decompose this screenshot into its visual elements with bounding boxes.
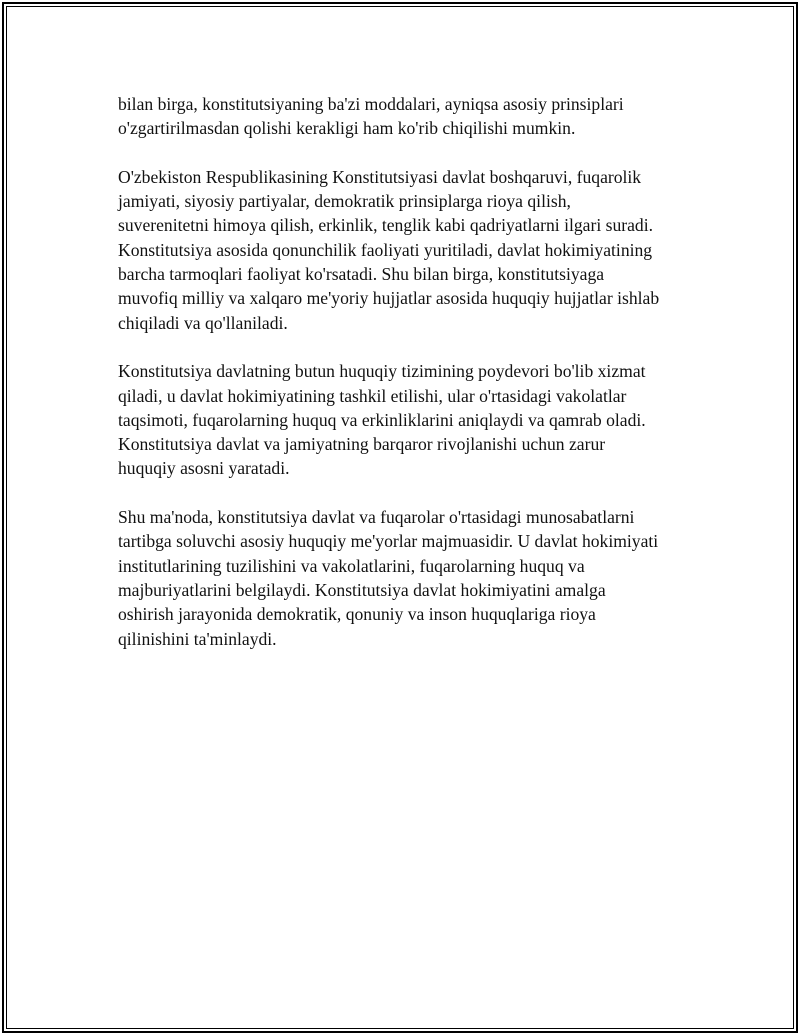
paragraph-2: O'zbekiston Respublikasining Konstitutsiyasi davlat boshqaruvi, fuqarolik jamiyati, siyosiy partiyalar, demokratik prinsiplarga rioya qilish, suverenitetni himoya qilish, erkinlik, tenglik kabi qadriyatlarni ilgari suradi. Konstitutsiya asosida qonunchilik faoliyati yuritiladi, davlat hokimiyatining barcha tarmoqlari faoliyat ko'rsatadi. Shu bilan birga, konstitutsiyaga muvofiq milliy va xalqaro me'yoriy hujjatlar asosida huquqiy hujjatlar ishlab chiqiladi va qo'llaniladi. — [118, 166, 660, 333]
paragraph-3: Konstitutsiya davlatning butun huquqiy tizimining poydevori bo'lib xizmat qiladi, u davlat hokimiyatining tashkil etilishi, ular o'rtasidagi vakolatlar taqsimoti, fuqarolarning huquq va erkinliklarini aniqlaydi va qamrab oladi. Konstitutsiya davlat va jamiyatning barqaror rivojlanishi uchun zarur huquqiy asosni yaratadi. — [118, 361, 646, 479]
document-body — [118, 92, 698, 675]
paragraph-4: Shu ma'noda, konstitutsiya davlat va fuqarolar o'rtasidagi munosabatlarni tartibga soluvchi asosiy huquqiy me'yorlar majmuasidir. U davlat hokimiyati institutlarining tuzilishini va vakolatlarini, fuqarolarning huquq va majburiyatlarini belgilaydi. Konstitutsiya davlat hokimiyatini amalga oshirish jarayonida demokratik, qonuniy va inson huquqlariga rioya qilinishini ta'minlaydi. — [118, 507, 659, 649]
paragraph-1: bilan birga, konstitutsiyaning ba'zi moddalari, ayniqsa asosiy prinsiplari o'zgartirilmasdan qolishi kerakligi ham ko'rib chiqilishi mumkin. — [118, 94, 624, 139]
